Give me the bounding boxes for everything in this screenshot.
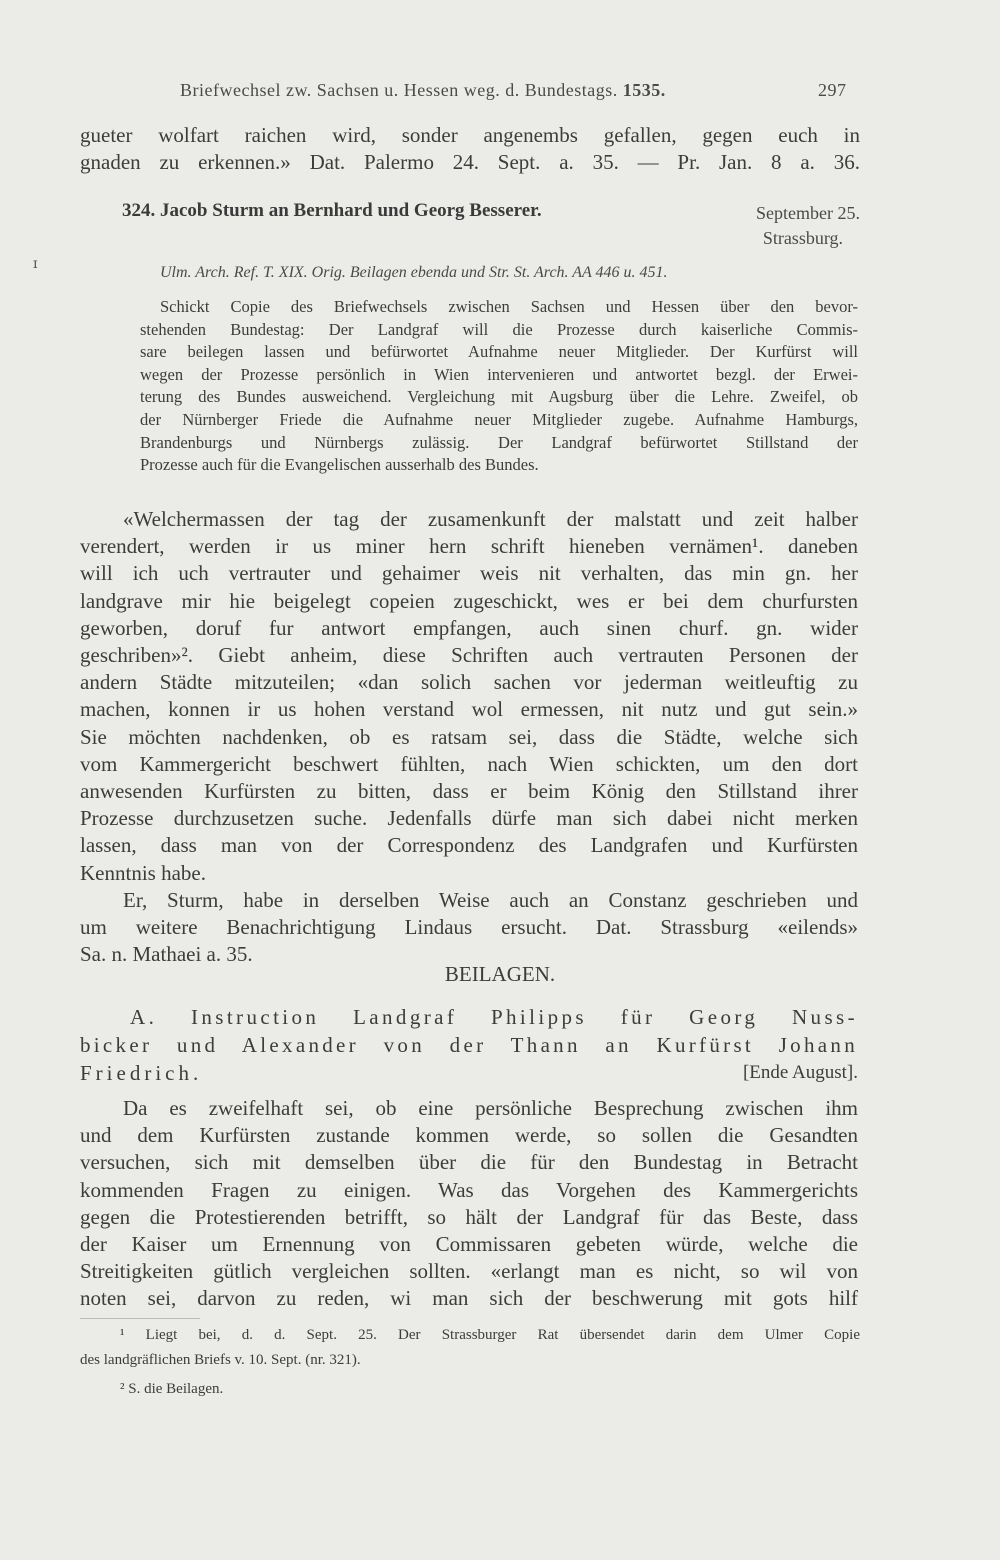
body-line: Er, Sturm, habe in derselben Weise auch an Constanz geschrieben und	[123, 887, 858, 912]
instruction-title-line: A. Instruction Landgraf Philipps für Georg Nuss-	[130, 1005, 858, 1029]
beilagen-body-line: Streitigkeiten gütlich vergleichen sollten. «erlangt man es nicht, so wil von	[80, 1259, 858, 1284]
header-year: 1535.	[622, 80, 666, 100]
body-line: verendert, werden ir us miner hern schrift hieneben vernämen¹. daneben	[80, 534, 858, 559]
body-line: vom Kammergericht beschwert fühlten, nach Wien schickten, um den dort	[80, 751, 858, 776]
beilagen-body-line: und dem Kurfürsten zustande kommen werde, so sollen die Gesandten	[80, 1123, 858, 1148]
running-header	[180, 80, 666, 101]
body-line: lassen, dass man von der Correspondenz des Landgrafen und Kurfürsten	[80, 833, 858, 858]
body-line: Sie möchten nachdenken, ob es ratsam sei, dass die Städte, welche sich	[80, 724, 858, 749]
instruction-title-line: bicker und Alexander von der Thann an Kurfürst Johann	[80, 1033, 858, 1057]
footnote-line: ¹ Liegt bei, d. d. Sept. 25. Der Strassburger Rat übersendet darin dem Ulmer Copie	[120, 1327, 860, 1343]
body-line: Sa. n. Mathaei a. 35.	[80, 942, 253, 967]
running-title: Briefwechsel zw. Sachsen u. Hessen weg. d. Bundestags.	[180, 80, 618, 100]
beilagen-heading: BEILAGEN.	[444, 962, 556, 986]
summary-line: wegen der Prozesse persönlich in Wien intervenieren und antwortet bezgl. der Erwei-	[140, 364, 858, 384]
beilagen-body-line: noten sei, darvon zu reden, wi man sich der beschwerung mit gots hilf	[80, 1286, 858, 1311]
body-line: machen, konnen ir us hohen verstand wol ermessen, nit nutz und gut sein.»	[80, 697, 858, 722]
summary-line: Brandenburgs und Nürnbergs zulässig. Der Landgraf befürwortet Stillstand der	[140, 432, 858, 452]
page-number: 297	[818, 80, 847, 100]
margin-mark: ɪ	[33, 256, 38, 272]
instruction-date: [Ende August].	[742, 1062, 858, 1083]
footnote-line: ² S. die Beilagen.	[120, 1381, 224, 1397]
body-line: gnaden zu erkennen.» Dat. Palermo 24. Sept. a. 35. — Pr. Jan. 8 a. 36.	[80, 150, 860, 174]
beilagen-body-line: gegen die Protestierenden betrifft, so hält der Landgraf für das Beste, dass	[80, 1204, 858, 1229]
summary-line: der Nürnberger Friede die Aufnahme neuer Mitglieder zugebe. Aufnahme Hamburgs,	[140, 410, 858, 429]
body-line: Prozesse durchzusetzen suche. Jedenfalls dürfe man sich dabei nicht merken	[80, 806, 858, 831]
summary-line: terung des Bundes ausweichend. Vergleichung mit Augsburg über die Lehre. Zweifel, ob	[140, 387, 858, 407]
beilagen-body-line: Da es zweifelhaft sei, ob eine persönliche Besprechung zwischen ihm	[123, 1096, 858, 1120]
summary-line: Prozesse auch für die Evangelischen ausserhalb des Bundes.	[140, 455, 539, 475]
document-place: Strassburg.	[762, 228, 843, 248]
summary-line: sare beilegen lassen und befürwortet Aufnahme neuer Mitglieder. Der Kurfürst will	[140, 342, 858, 362]
body-line: Kenntnis habe.	[80, 860, 206, 885]
footnote-rule	[80, 1318, 200, 1319]
beilagen-body-line: der Kaiser um Ernennung von Commissaren gebeten würde, welche die	[80, 1232, 858, 1256]
body-line: «Welchermassen der tag der zusamenkunft der malstatt und zeit halber	[123, 507, 858, 531]
body-line: will ich uch vertrauter und gehaimer weis nit verhalten, das min gn. her	[80, 561, 858, 586]
body-line: anwesenden Kurfürsten zu bitten, dass er beim König den Stillstand ihrer	[80, 779, 858, 803]
body-line: um weitere Benachrichtigung Lindaus ersucht. Dat. Strassburg «eilends»	[80, 915, 858, 939]
instruction-title-line: Friedrich.	[80, 1061, 203, 1085]
body-line: andern Städte mitzuteilen; «dan solich sachen vor jederman weitleuftig zu	[80, 670, 858, 695]
body-line: landgrave mir hie beigelegt copeien zugeschickt, wes er bei dem churfursten	[80, 588, 858, 613]
body-line: geworben, doruf fur antwort empfangen, auch sinen churf. gn. wider	[80, 615, 858, 640]
beilagen-body-line: versuchen, sich mit demselben über die für den Bundestag in Betracht	[80, 1150, 858, 1175]
source-line: Ulm. Arch. Ref. T. XIX. Orig. Beilagen ebenda und Str. St. Arch. AA 446 u. 451.	[160, 264, 668, 281]
body-line: geschriben»². Giebt anheim, diese Schriften auch vertrauten Personen der	[80, 643, 858, 667]
body-line: gueter wolfart raichen wird, sonder angenembs gefallen, gegen euch in	[80, 123, 860, 147]
beilagen-body-line: kommenden Fragen zu einigen. Was das Vorgehen des Kammergerichts	[80, 1177, 858, 1202]
summary-line: Schickt Copie des Briefwechsels zwischen Sachsen und Hessen über den bevor-	[160, 297, 858, 316]
footnote-line: des landgräflichen Briefs v. 10. Sept. (nr. 321).	[80, 1352, 361, 1368]
summary-line: stehenden Bundestag: Der Landgraf will die Prozesse durch kaiserliche Commis-	[140, 319, 858, 339]
document-date: September 25.	[756, 203, 860, 223]
document-heading: 324. Jacob Sturm an Bernhard und Georg Besserer.	[122, 200, 542, 221]
